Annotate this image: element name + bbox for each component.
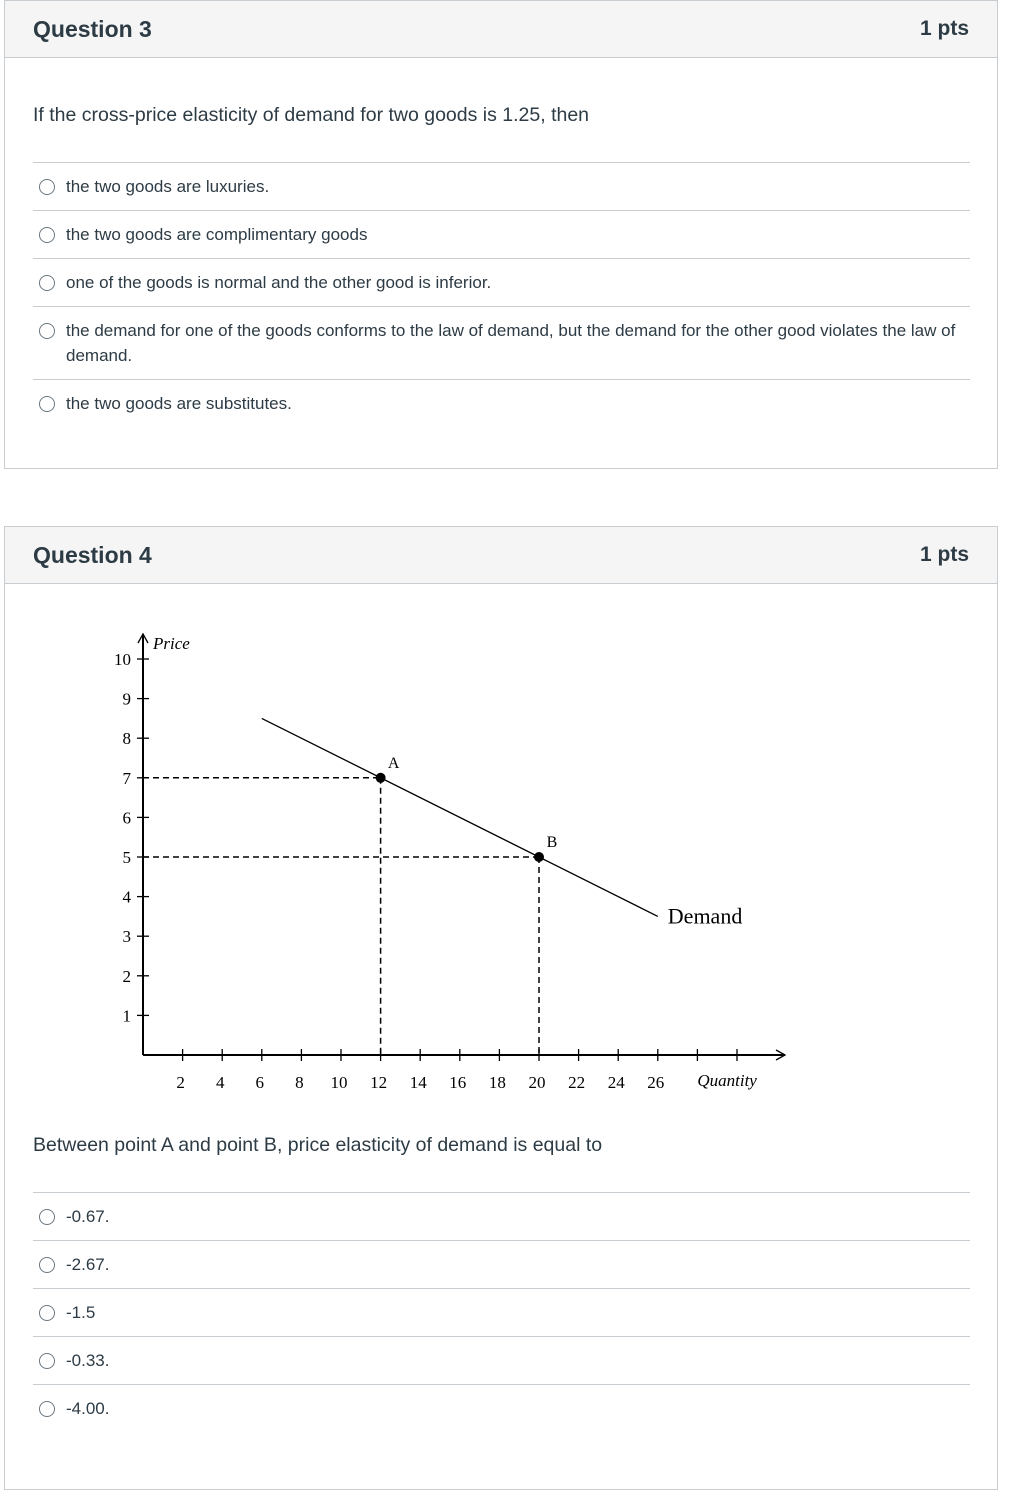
answer-label: one of the goods is normal and the other good is inferior. <box>66 273 492 292</box>
radio-button[interactable] <box>39 179 55 195</box>
question-3-title: Question 3 <box>33 15 152 42</box>
y-tick-label: 4 <box>122 887 131 907</box>
question-4-body <box>5 618 997 1432</box>
y-axis-label: Price <box>153 634 190 653</box>
y-tick-label: 3 <box>122 927 131 947</box>
answer-option[interactable] <box>33 1385 970 1432</box>
point-label: A <box>387 754 400 772</box>
answer-option[interactable] <box>33 259 970 307</box>
answer-option[interactable] <box>33 307 970 380</box>
y-tick-label: 5 <box>122 848 131 867</box>
x-tick-label: 4 <box>215 1073 225 1092</box>
question-3-answers <box>33 162 970 427</box>
answer-label: the two goods are substitutes. <box>66 394 292 413</box>
answer-label: the two goods are luxuries. <box>66 177 270 196</box>
y-tick-label: 8 <box>122 729 131 749</box>
question-3-header <box>5 1 997 58</box>
x-tick-label: 2 <box>176 1073 185 1092</box>
answer-label: -2.67. <box>66 1255 110 1274</box>
x-tick-label: 16 <box>449 1073 467 1092</box>
question-3-card <box>4 0 998 469</box>
radio-button[interactable] <box>39 1257 55 1273</box>
question-4-title: Question 4 <box>33 541 152 568</box>
radio-button[interactable] <box>39 1305 55 1321</box>
answer-option[interactable] <box>33 1241 970 1289</box>
x-tick-label: 8 <box>295 1073 304 1092</box>
y-tick-label: 10 <box>114 650 131 669</box>
x-tick-label: 14 <box>409 1073 427 1092</box>
y-tick-label: 2 <box>122 966 131 986</box>
x-tick-label: 22 <box>568 1073 586 1092</box>
question-3-body <box>5 104 997 427</box>
x-tick-label: 24 <box>607 1073 625 1092</box>
demand-chart <box>63 618 823 1098</box>
radio-button[interactable] <box>39 323 55 339</box>
radio-button[interactable] <box>39 275 55 291</box>
x-tick-label: 18 <box>488 1073 506 1092</box>
question-4-text: Between point A and point B, price elasticity of demand is equal to <box>33 1134 603 1156</box>
x-tick-label: 20 <box>528 1073 546 1092</box>
y-tick-label: 9 <box>122 689 131 709</box>
answer-label: the demand for one of the goods conforms to the law of demand, but the demand for the other good violates the law of demand. <box>66 321 956 365</box>
question-3-text: If the cross-price elasticity of demand for two goods is 1.25, then <box>33 104 590 126</box>
answer-label: -0.33. <box>66 1351 110 1370</box>
x-tick-label: 12 <box>370 1073 388 1092</box>
y-tick-label: 1 <box>122 1006 131 1026</box>
answer-option[interactable] <box>33 380 970 427</box>
x-tick-label: 10 <box>330 1073 348 1092</box>
x-tick-label: 26 <box>647 1073 665 1092</box>
answer-label: -0.67. <box>66 1207 110 1226</box>
y-tick-label: 6 <box>122 808 131 828</box>
answer-label: the two goods are complimentary goods <box>66 225 368 244</box>
point-marker <box>376 773 386 783</box>
answer-option[interactable] <box>33 1193 970 1241</box>
question-4-answers <box>33 1192 970 1432</box>
x-tick-label: 6 <box>255 1073 265 1092</box>
radio-button[interactable] <box>39 1401 55 1417</box>
question-4-points: 1 pts <box>919 543 969 566</box>
question-3-points: 1 pts <box>919 17 969 40</box>
question-4-header <box>5 527 997 584</box>
x-axis-label: Quantity <box>697 1071 757 1090</box>
answer-option[interactable] <box>33 1337 970 1385</box>
point-label: B <box>546 834 558 851</box>
demand-label: Demand <box>667 903 743 929</box>
radio-button[interactable] <box>39 1209 55 1225</box>
radio-button[interactable] <box>39 396 55 412</box>
radio-button[interactable] <box>39 1353 55 1369</box>
answer-option[interactable] <box>33 211 970 259</box>
answer-label: -1.5 <box>66 1303 96 1322</box>
answer-label: -4.00. <box>66 1399 110 1418</box>
demand-line <box>262 718 658 916</box>
y-tick-label: 7 <box>122 768 131 788</box>
question-4-card <box>4 526 998 1490</box>
answer-option[interactable] <box>33 1289 970 1337</box>
radio-button[interactable] <box>39 227 55 243</box>
point-marker <box>534 852 544 862</box>
answer-option[interactable] <box>33 163 970 211</box>
